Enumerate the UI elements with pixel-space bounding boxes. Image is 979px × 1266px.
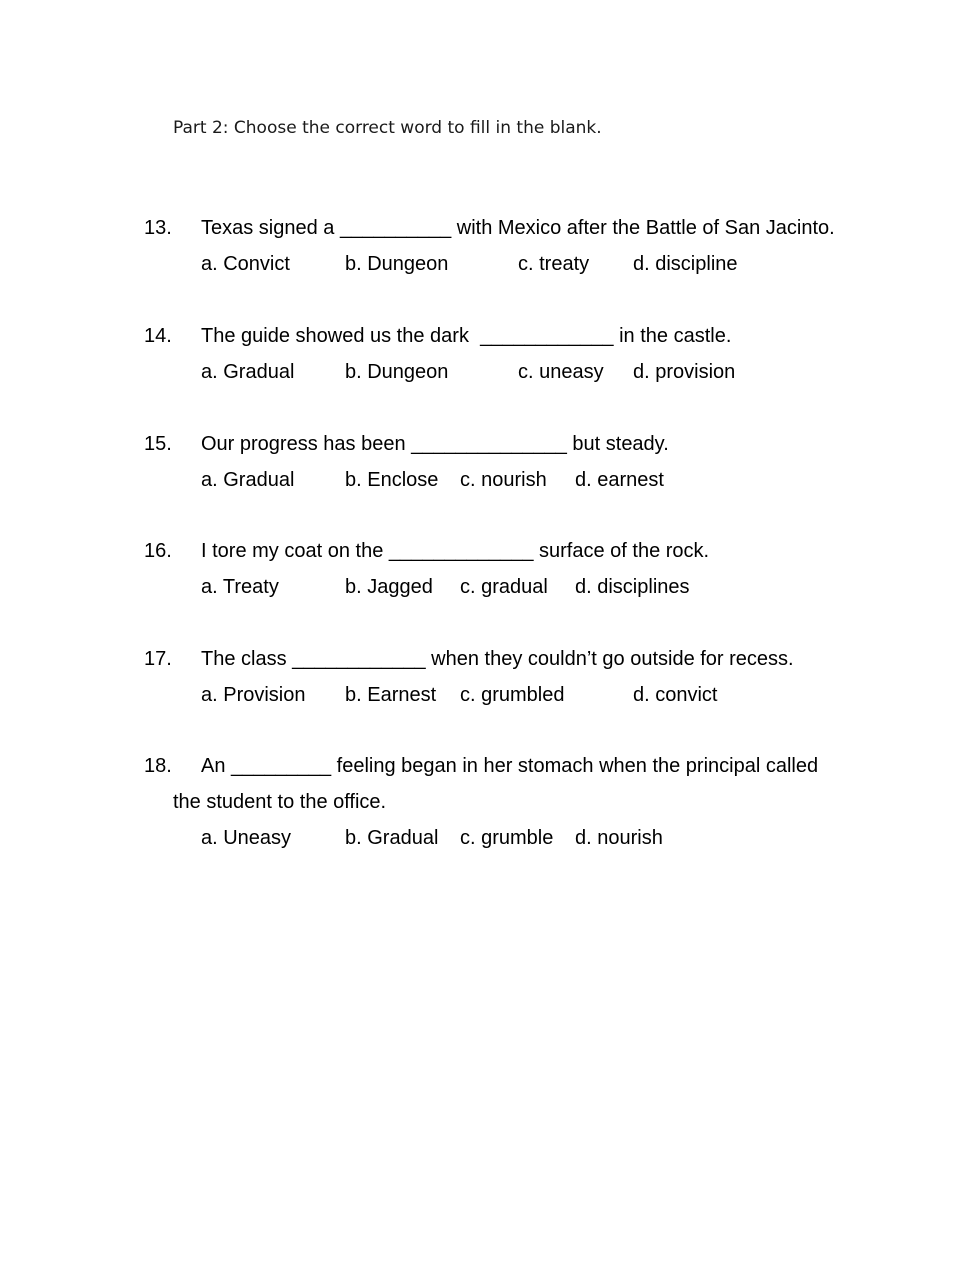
choice-c: c. treaty xyxy=(518,253,590,275)
choice-d: d. disciplines xyxy=(575,576,690,598)
choice-a: a. Provision xyxy=(201,684,306,706)
question-number: 15. xyxy=(144,433,172,455)
choice-c: c. nourish xyxy=(460,469,547,491)
choice-c: c. grumble xyxy=(460,827,554,849)
choice-a: a. Gradual xyxy=(201,469,295,491)
choice-a: a. Gradual xyxy=(201,361,295,383)
question-number: 13. xyxy=(144,217,172,239)
question-text: Texas signed a __________ with Mexico after the Battle of San Jacinto. xyxy=(201,217,835,239)
question-number: 17. xyxy=(144,648,172,670)
answer-choices xyxy=(144,569,904,605)
choice-b: b. Jagged xyxy=(345,576,433,598)
question-15 xyxy=(144,426,904,498)
question-18 xyxy=(144,748,904,856)
question-14 xyxy=(144,318,904,390)
instructions: Part 2: Choose the correct word to fill in the blank. xyxy=(173,118,602,138)
choice-d: d. earnest xyxy=(575,469,664,491)
answer-choices xyxy=(144,354,904,390)
question-text-continued: the student to the office. xyxy=(173,791,387,813)
question-16 xyxy=(144,533,904,605)
answer-choices xyxy=(144,677,904,713)
choice-d: d. nourish xyxy=(575,827,663,849)
question-number: 16. xyxy=(144,540,172,562)
answer-choices xyxy=(144,462,904,498)
choice-d: d. provision xyxy=(633,361,736,383)
question-text: Our progress has been ______________ but steady. xyxy=(201,433,669,455)
choice-b: b. Dungeon xyxy=(345,361,449,383)
question-text: The class ____________ when they couldn’t go outside for recess. xyxy=(201,648,794,670)
choice-b: b. Enclose xyxy=(345,469,439,491)
choice-c: c. gradual xyxy=(460,576,548,598)
question-text: An _________ feeling began in her stomach when the principal called xyxy=(201,755,819,777)
choice-a: a. Uneasy xyxy=(201,827,292,849)
choice-a: a. Treaty xyxy=(201,576,279,598)
choice-b: b. Earnest xyxy=(345,684,437,706)
question-number: 18. xyxy=(144,755,172,777)
question-text: The guide showed us the dark ____________ in the castle. xyxy=(201,325,732,347)
choice-c: c. grumbled xyxy=(460,684,565,706)
choice-c: c. uneasy xyxy=(518,361,604,383)
choice-a: a. Convict xyxy=(201,253,290,275)
choice-b: b. Gradual xyxy=(345,827,439,849)
answer-choices xyxy=(144,820,904,856)
question-13 xyxy=(144,210,904,282)
choice-d: d. convict xyxy=(633,684,718,706)
question-number: 14. xyxy=(144,325,172,347)
answer-choices xyxy=(144,246,904,282)
choice-b: b. Dungeon xyxy=(345,253,449,275)
choice-d: d. discipline xyxy=(633,253,738,275)
question-text: I tore my coat on the _____________ surface of the rock. xyxy=(201,540,710,562)
question-17 xyxy=(144,641,904,713)
